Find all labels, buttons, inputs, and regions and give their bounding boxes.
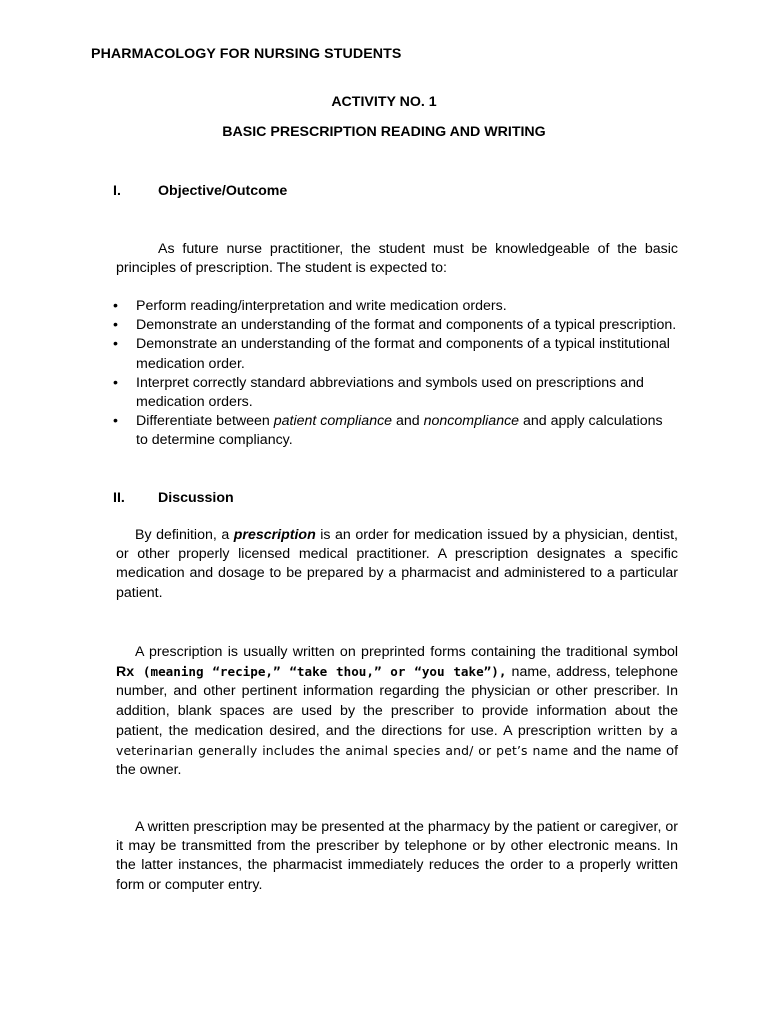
- discussion-paragraph-forms: A prescription is usually written on preprinted forms containing the traditional symbol Rx (meaning “recipe,” “take thou,” or “you take”), name, address, telephone number, and other pertinent information regarding the physician or other prescriber. In addition, blank spaces are used by the prescriber to provide information about the patient, the medication desired, and the directions for use. A prescription written by a veterinarian generally includes the animal species and/ or pet’s name and the name of the owner.: [116, 644, 679, 779]
- bullet-icon: •: [113, 336, 118, 353]
- emphasis-text: patient compliance: [273, 413, 393, 430]
- section-title: Objective/Outcome: [158, 183, 288, 199]
- section-number: II.: [113, 490, 125, 506]
- emphasis-text: noncompliance: [423, 413, 520, 430]
- list-item: • Perform reading/interpretation and write medication orders.: [113, 297, 678, 316]
- bullet-icon: •: [113, 298, 118, 314]
- discussion-paragraph-transmission: A written prescription may be presented at the pharmacy by the patient or caregiver, or it may be transmitted from the prescriber by telephone or by other electronic means. In the latter instances, the pharmacist immediately reduces the order to a properly written form or computer entry.: [116, 819, 678, 893]
- section-heading-objective: [113, 182, 287, 201]
- course-header: PHARMACOLOGY FOR NURSING STUDENTS: [91, 46, 402, 62]
- veterinarian-text: written by a veterinarian generally includes the animal species and/ or pet’s name: [116, 722, 678, 759]
- activity-title: BASIC PRESCRIPTION READING AND WRITING: [222, 124, 546, 140]
- discussion-paragraph-definition: By definition, a prescription is an order for medication issued by a physician, dentist, or other properly licensed medical practitioner. A prescription designates a specific medication and dosage to be prepared by a pharmacist and administered to a particular patient.: [116, 527, 678, 601]
- bullet-icon: •: [113, 374, 118, 391]
- list-item: • Interpret correctly standard abbreviations and symbols used on prescriptions and medication orders.: [113, 374, 644, 411]
- rx-symbol: Rx: [116, 664, 135, 681]
- activity-number: ACTIVITY NO. 1: [331, 94, 437, 110]
- section-title: Discussion: [158, 490, 234, 506]
- list-item: • Demonstrate an understanding of the format and components of a typical institutional medication order.: [113, 336, 670, 372]
- bullet-icon: •: [113, 317, 118, 334]
- emphasis-text: prescription: [233, 527, 316, 543]
- rx-meaning: (meaning “recipe,” “take thou,” or “you take”),: [134, 664, 507, 680]
- objective-intro: As future nurse practitioner, the student must be knowledgeable of the basic principles of prescription. The student is expected to:: [116, 241, 678, 277]
- list-item: • Demonstrate an understanding of the format and components of a typical prescription.: [113, 316, 678, 335]
- section-heading-discussion: [113, 489, 234, 508]
- objectives-list: [113, 297, 678, 451]
- section-number: I.: [113, 183, 121, 199]
- bullet-icon: •: [113, 413, 118, 430]
- list-item: • Differentiate between patient compliance and noncompliance and apply calculations to determine compliancy.: [113, 413, 663, 449]
